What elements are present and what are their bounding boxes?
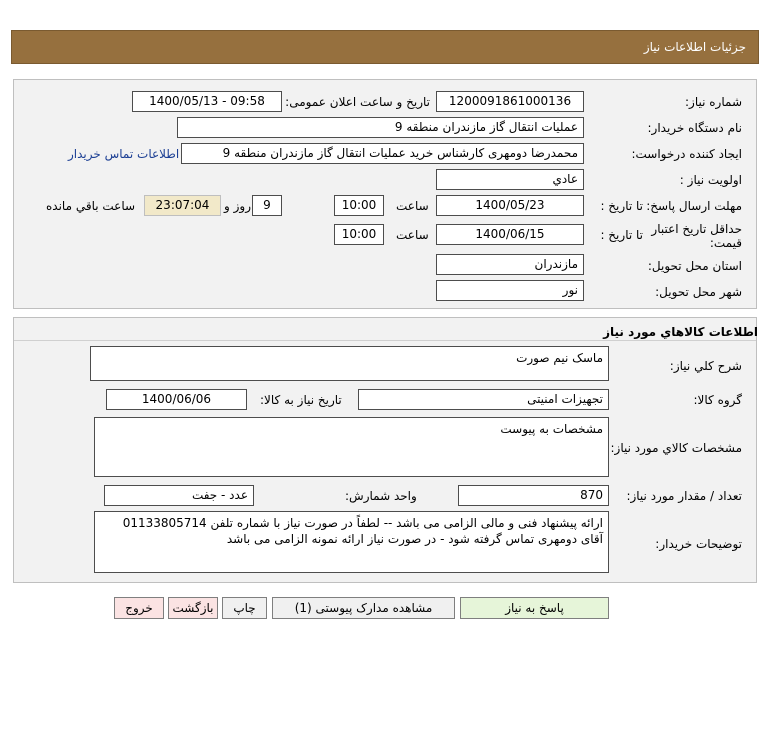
buyer-notes-label: توضیحات خریدار: bbox=[655, 537, 742, 551]
page-header bbox=[11, 30, 759, 64]
remaining-days-field: 9 bbox=[252, 195, 282, 216]
city-label: شهر محل تحویل: bbox=[655, 285, 742, 299]
days-label: روز و bbox=[224, 199, 251, 213]
validity-date-field: 1400/06/15 bbox=[436, 224, 584, 245]
priority-field: عادي bbox=[436, 169, 584, 190]
announce-datetime-field: 1400/05/13 - 09:58 bbox=[132, 91, 282, 112]
goods-section-title: اطلاعات کالاهاي مورد نياز bbox=[603, 325, 758, 339]
need-number-field: 1200091861000136 bbox=[436, 91, 584, 112]
deadline-until-label: تا تاریخ : bbox=[600, 199, 643, 213]
reply-button[interactable]: پاسخ به نیاز bbox=[460, 597, 609, 619]
remaining-label: ساعت باقي مانده bbox=[46, 199, 136, 213]
goods-spec-field: مشخصات به پیوست bbox=[94, 417, 609, 477]
creator-field: محمدرضا دومهری کارشناس خرید عملیات انتقال گاز مازندران منطقه 9 bbox=[181, 143, 584, 164]
need-date-label: تاریخ نیاز به کالا: bbox=[260, 393, 342, 407]
validity-until-label: تا تاریخ : bbox=[600, 228, 643, 242]
buyer-org-label: نام دستگاه خریدار: bbox=[647, 121, 742, 135]
unit-label: واحد شمارش: bbox=[345, 489, 417, 503]
creator-label: ایجاد کننده درخواست: bbox=[631, 147, 742, 161]
province-label: استان محل تحویل: bbox=[647, 259, 742, 273]
province-field: مازندران bbox=[436, 254, 584, 275]
buyer-contact-link[interactable]: اطلاعات تماس خریدار bbox=[68, 147, 180, 161]
announce-label: تاریخ و ساعت اعلان عمومی: bbox=[285, 95, 430, 109]
deadline-label: مهلت ارسال پاسخ: bbox=[646, 199, 742, 213]
print-button[interactable]: چاپ bbox=[222, 597, 267, 619]
general-desc-field: ماسک نیم صورت bbox=[90, 346, 609, 381]
quantity-label: تعداد / مقدار مورد نياز: bbox=[626, 489, 742, 503]
deadline-date-field: 1400/05/23 bbox=[436, 195, 584, 216]
goods-spec-label: مشخصات کالاي مورد نياز: bbox=[610, 441, 742, 455]
goods-group-label: گروه کالا: bbox=[693, 393, 742, 407]
remaining-time-field: 23:07:04 bbox=[144, 195, 221, 216]
validity-label: حداقل تاریخ اعتبار قیمت: bbox=[651, 222, 742, 250]
page-title: جزئیات اطلاعات نیاز bbox=[643, 40, 746, 54]
back-button[interactable]: بازگشت bbox=[168, 597, 218, 619]
goods-title-divider bbox=[14, 340, 756, 341]
validity-time-label: ساعت bbox=[396, 228, 429, 242]
unit-field: عدد - جفت bbox=[104, 485, 254, 506]
view-attachments-button[interactable]: مشاهده مدارک پیوستی (1) bbox=[272, 597, 455, 619]
deadline-time-label: ساعت bbox=[396, 199, 429, 213]
need-info-panel bbox=[13, 79, 757, 309]
need-number-label: شماره نیاز: bbox=[685, 95, 742, 109]
priority-label: اولویت نیاز : bbox=[679, 173, 742, 187]
validity-time-field: 10:00 bbox=[334, 224, 384, 245]
buyer-org-field: عملیات انتقال گاز مازندران منطقه 9 bbox=[177, 117, 584, 138]
buyer-notes-field: ارائه پیشنهاد فنی و مالی الزامی می باشد -- لطفاً در صورت نیاز با شماره تلفن 01133805714 آقای دومهری تماس گرفته شود - در صورت نیاز ارائه نمونه الزامی می باشد bbox=[94, 511, 609, 573]
quantity-field: 870 bbox=[458, 485, 609, 506]
goods-group-field: تجهیزات امنیتی bbox=[358, 389, 609, 410]
deadline-time-field: 10:00 bbox=[334, 195, 384, 216]
need-date-field: 1400/06/06 bbox=[106, 389, 247, 410]
general-desc-label: شرح کلي نياز: bbox=[669, 359, 742, 373]
city-field: نور bbox=[436, 280, 584, 301]
exit-button[interactable]: خروج bbox=[114, 597, 164, 619]
